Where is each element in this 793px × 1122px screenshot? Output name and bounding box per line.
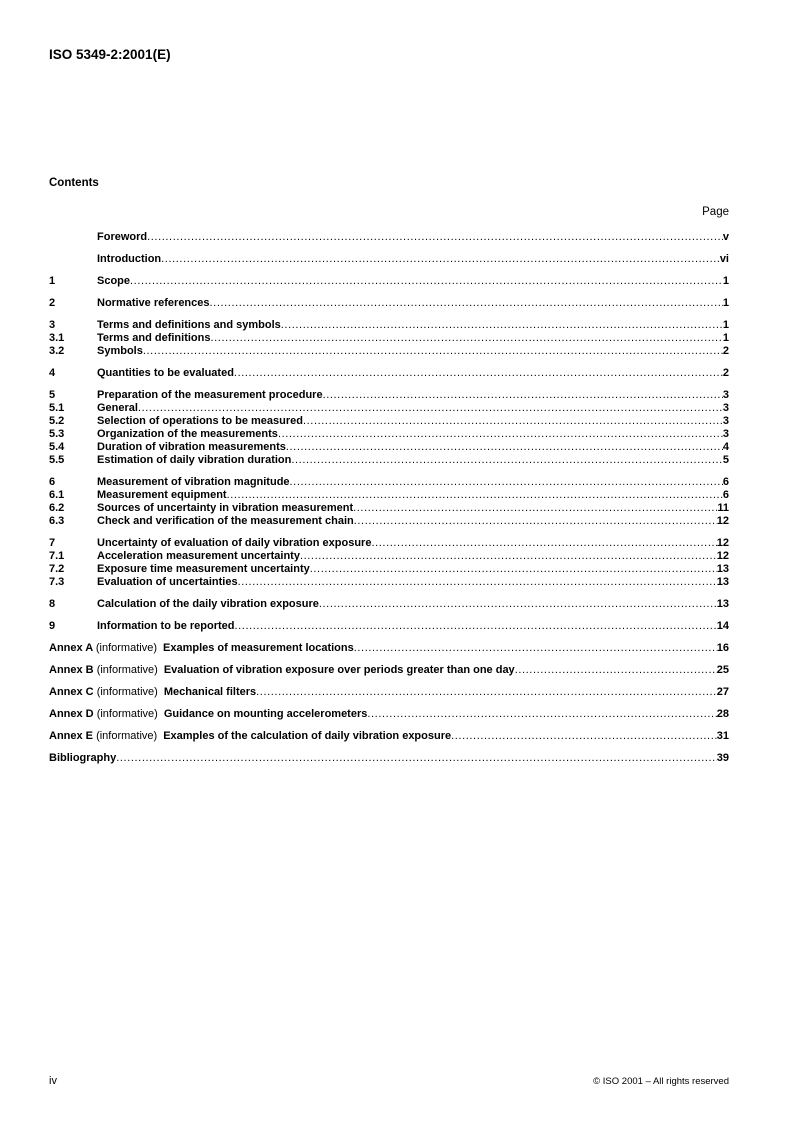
toc-entry-number: 6 <box>49 476 56 488</box>
toc-entry-title: Terms and definitions and symbols <box>97 319 281 331</box>
dot-leader <box>256 686 717 699</box>
dot-leader <box>147 231 723 244</box>
copyright-notice: © ISO 2001 – All rights reserved <box>593 1076 729 1087</box>
toc-entry-title: Duration of vibration measurements <box>97 441 286 453</box>
toc-entry[interactable] <box>49 441 729 454</box>
dot-leader <box>319 598 717 611</box>
toc-entry-page: 3 <box>722 402 729 414</box>
contents-heading: Contents <box>49 177 99 189</box>
toc-entry-number: 1 <box>49 275 56 287</box>
dot-leader <box>235 620 717 633</box>
dot-leader <box>303 415 723 428</box>
toc-entry-page: 12 <box>716 550 729 562</box>
dot-leader <box>161 253 720 266</box>
document-code: ISO 5349-2:2001(E) <box>49 47 171 62</box>
toc-entry-title: Sources of uncertainty in vibration measurement <box>97 502 354 514</box>
toc-entry-number: 5.3 <box>49 428 65 440</box>
toc-entry[interactable] <box>49 319 729 332</box>
toc-entry-title: Organization of the measurements <box>97 428 278 440</box>
toc-entry-page: 1 <box>722 332 729 344</box>
toc-entry-page: 14 <box>716 620 729 632</box>
toc-entry[interactable] <box>49 345 729 358</box>
toc-entry-page: 13 <box>716 576 729 588</box>
toc-entry-number: 2 <box>49 297 56 309</box>
toc-entry-title: Terms and definitions <box>97 332 211 344</box>
toc-entry-title: Acceleration measurement uncertainty <box>97 550 300 562</box>
toc-entry[interactable] <box>49 389 729 402</box>
toc-entry-title: Normative references <box>97 297 210 309</box>
dot-leader <box>210 297 723 310</box>
toc-entry[interactable] <box>49 415 729 428</box>
dot-leader <box>291 454 723 467</box>
toc-entry-number: 8 <box>49 598 56 610</box>
page-number: iv <box>49 1075 57 1087</box>
annex-prefix <box>49 686 158 699</box>
toc-entry[interactable] <box>49 454 729 467</box>
toc-entry[interactable] <box>49 275 729 288</box>
dot-leader <box>354 515 717 528</box>
annex-kind: (informative) <box>96 730 158 742</box>
dot-leader <box>286 441 723 454</box>
annex-label: Annex B <box>49 664 94 676</box>
toc-entry-page: 4 <box>722 441 729 453</box>
toc-entry-number: 7.3 <box>49 576 65 588</box>
toc-entry-page: 6 <box>722 489 729 501</box>
toc-entry-number: 5.2 <box>49 415 65 427</box>
toc-entry[interactable] <box>49 515 729 528</box>
toc-entry-page: 1 <box>722 275 729 287</box>
toc-entry-number: 5.5 <box>49 454 65 466</box>
toc-entry-title: Symbols <box>97 345 143 357</box>
toc-entry-page: 3 <box>722 389 729 401</box>
annex-label: Annex D <box>49 708 94 720</box>
toc-entry-page: 13 <box>716 563 729 575</box>
toc-entry-number: 6.2 <box>49 502 65 514</box>
toc-entry[interactable] <box>49 537 729 550</box>
toc-entry-title: Check and verification of the measurement chain <box>97 515 354 527</box>
annex-kind: (informative) <box>96 664 158 676</box>
annex-kind: (informative) <box>96 686 158 698</box>
annex-label: Annex C <box>49 686 94 698</box>
annex-title: Examples of measurement locations <box>163 642 354 654</box>
annex-page: 27 <box>716 686 729 698</box>
toc-entry-page: 6 <box>722 476 729 488</box>
dot-leader <box>367 708 716 721</box>
dot-leader <box>130 275 723 288</box>
toc-entry-title: Estimation of daily vibration duration <box>97 454 292 466</box>
page-column-label: Page <box>702 206 729 218</box>
toc-entry-number: 7.2 <box>49 563 65 575</box>
toc-entry-title: Introduction <box>97 253 162 265</box>
toc-entry[interactable] <box>49 550 729 563</box>
dot-leader <box>515 664 717 677</box>
toc-entry-page: 13 <box>716 598 729 610</box>
toc-bibliography-entry[interactable] <box>49 752 729 765</box>
dot-leader <box>138 402 723 415</box>
dot-leader <box>310 563 717 576</box>
dot-leader <box>371 537 716 550</box>
toc-entry-title: Selection of operations to be measured <box>97 415 303 427</box>
toc-entry[interactable] <box>49 332 729 345</box>
toc-entry-title: Measurement of vibration magnitude <box>97 476 290 488</box>
toc-entry-title: Evaluation of uncertainties <box>97 576 238 588</box>
toc-entry-title: Measurement equipment <box>97 489 227 501</box>
toc-entry-number: 9 <box>49 620 56 632</box>
toc-entry-page: 1 <box>722 297 729 309</box>
dot-leader <box>354 642 717 655</box>
toc-entry-page: 1 <box>722 319 729 331</box>
toc-entry-number: 6.1 <box>49 489 65 501</box>
toc-entry[interactable] <box>49 476 729 489</box>
toc-entry-number: 3.2 <box>49 345 65 357</box>
dot-leader <box>353 502 717 515</box>
toc-entry[interactable] <box>49 231 729 244</box>
toc-annex-entry[interactable] <box>49 664 729 677</box>
toc-entry[interactable] <box>49 297 729 310</box>
toc-entry-title: Scope <box>97 275 131 287</box>
toc-entry-page: 3 <box>722 415 729 427</box>
table-of-contents <box>49 231 729 765</box>
toc-entry[interactable] <box>49 576 729 589</box>
toc-entry-number: 7 <box>49 537 56 549</box>
toc-entry-title: Preparation of the measurement procedure <box>97 389 323 401</box>
toc-entry[interactable] <box>49 620 729 633</box>
toc-entry[interactable] <box>49 489 729 502</box>
dot-leader <box>238 576 717 589</box>
toc-entry-number: 5.1 <box>49 402 65 414</box>
dot-leader <box>210 332 722 345</box>
annex-title: Evaluation of vibration exposure over periods greater than one day <box>163 664 515 676</box>
toc-entry-title: Exposure time measurement uncertainty <box>97 563 310 575</box>
toc-entry[interactable] <box>49 428 729 441</box>
dot-leader <box>116 752 717 765</box>
toc-entry-page: 12 <box>716 515 729 527</box>
annex-prefix <box>49 642 157 655</box>
toc-entry-title: Uncertainty of evaluation of daily vibration exposure <box>97 537 372 549</box>
toc-entry-number: 4 <box>49 367 56 379</box>
toc-entry-page: 11 <box>717 502 729 514</box>
bibliography-page: 39 <box>716 752 729 764</box>
toc-entry-title: Quantities to be evaluated <box>97 367 234 379</box>
toc-entry-number: 3.1 <box>49 332 65 344</box>
annex-page: 16 <box>716 642 729 654</box>
toc-entry[interactable] <box>49 563 729 576</box>
annex-prefix <box>49 708 158 721</box>
toc-entry-page: vi <box>719 253 729 265</box>
toc-entry-number: 5.4 <box>49 441 65 453</box>
toc-entry-page: 2 <box>722 367 729 379</box>
annex-page: 25 <box>716 664 729 676</box>
toc-entry-number: 6.3 <box>49 515 65 527</box>
toc-entry-title: General <box>97 402 138 414</box>
annex-label: Annex A <box>49 642 93 654</box>
bibliography-title: Bibliography <box>49 752 117 764</box>
toc-annex-entry[interactable] <box>49 686 729 699</box>
dot-leader <box>227 489 723 502</box>
annex-title: Examples of the calculation of daily vibration exposure <box>163 730 452 742</box>
toc-entry-title: Calculation of the daily vibration exposure <box>97 598 319 610</box>
annex-page: 31 <box>716 730 729 742</box>
toc-entry-page: v <box>722 231 729 243</box>
annex-label: Annex E <box>49 730 94 742</box>
annex-title: Mechanical filters <box>163 686 257 698</box>
toc-entry-title: Information to be reported <box>97 620 235 632</box>
toc-entry[interactable] <box>49 367 729 380</box>
annex-title: Guidance on mounting accelerometers <box>163 708 368 720</box>
toc-entry[interactable] <box>49 598 729 611</box>
annex-kind: (informative) <box>95 642 157 654</box>
dot-leader <box>281 319 723 332</box>
toc-entry-page: 12 <box>716 537 729 549</box>
annex-kind: (informative) <box>96 708 158 720</box>
dot-leader <box>234 367 723 380</box>
toc-entry[interactable] <box>49 502 729 515</box>
dot-leader <box>451 730 717 743</box>
toc-entry-number: 7.1 <box>49 550 65 562</box>
toc-entry-page: 5 <box>722 454 729 466</box>
toc-annex-entry[interactable] <box>49 708 729 721</box>
toc-entry-number: 3 <box>49 319 56 331</box>
toc-entry-number: 5 <box>49 389 56 401</box>
dot-leader <box>143 345 723 358</box>
toc-entry-title: Foreword <box>97 231 148 243</box>
toc-annex-entry[interactable] <box>49 642 729 655</box>
dot-leader <box>278 428 723 441</box>
annex-prefix <box>49 730 157 743</box>
toc-entry-page: 2 <box>722 345 729 357</box>
annex-page: 28 <box>716 708 729 720</box>
toc-entry[interactable] <box>49 402 729 415</box>
toc-entry-page: 3 <box>722 428 729 440</box>
dot-leader <box>323 389 723 402</box>
dot-leader <box>300 550 717 563</box>
toc-entry[interactable] <box>49 253 729 266</box>
annex-prefix <box>49 664 158 677</box>
toc-annex-entry[interactable] <box>49 730 729 743</box>
dot-leader <box>290 476 723 489</box>
